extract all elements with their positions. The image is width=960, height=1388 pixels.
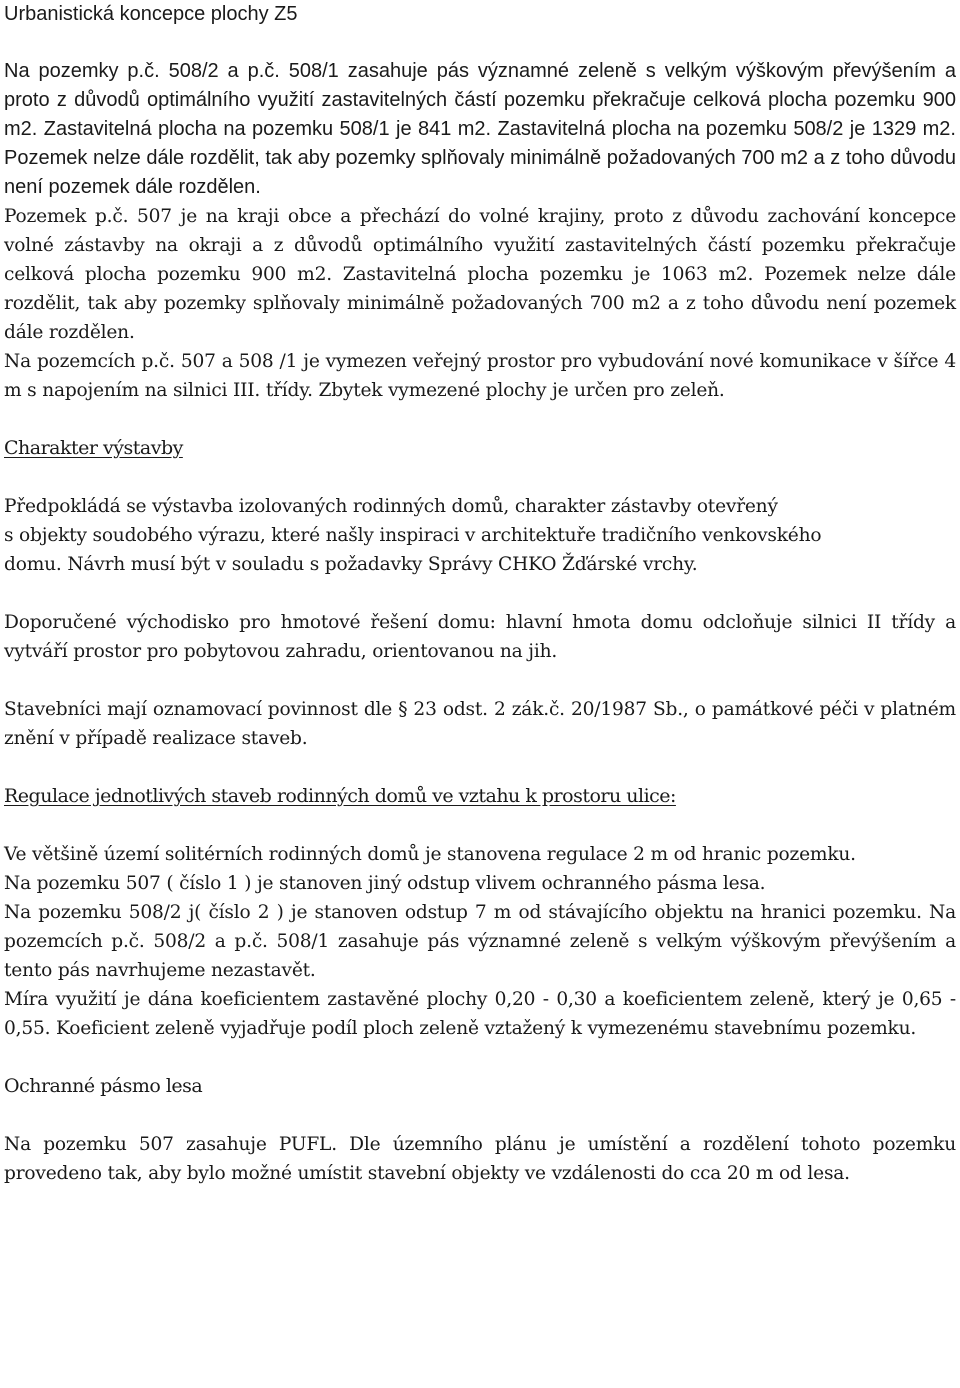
heading-charakter-vystavby: Charakter výstavby: [4, 437, 183, 459]
paragraph-coefficients: Míra využití je dána koeficientem zastavěné plochy 0,20 - 0,30 a koeficientem zeleně, který je 0,65 - 0,55. Koeficient zeleně vyjadřuje podíl ploch zeleně vztažený k vymezenému stavebnímu pozemku.: [4, 989, 956, 1039]
heading-ochranne-pasmo-lesa: Ochranné pásmo lesa: [4, 1075, 203, 1097]
paragraph-forest-zone: Na pozemku 507 zasahuje PUFL. Dle územního plánu je umístění a rozdělení tohoto pozemku provedeno tak, aby bylo možné umístit stavební objekty ve vzdálenosti do cca 20 m od lesa.: [4, 1134, 956, 1184]
spacer: [4, 1101, 956, 1130]
paragraph-plot-507-setback: Na pozemku 507 ( číslo 1 ) je stanoven jiný odstup vlivem ochranného pásma lesa.: [4, 873, 766, 894]
paragraph-plot-507: Pozemek p.č. 507 je na kraji obce a přechází do volné krajiny, proto z důvodu zachování koncepce volné zástavby na okraji a z důvodů optimálního využití zastavitelných částí pozemku překračuje celková plocha pozemku 900 m2. Zastavitelná plocha pozemku je 1063 m2. Pozemek nelze dále rozdělit, tak aby pozemky splňovaly minimálně požadovaných 700 m2 a z toho důvodu není pozemek dále rozdělen.: [4, 206, 956, 343]
heading-regulace: Regulace jednotlivých staveb rodinných domů ve vztahu k prostoru ulice:: [4, 785, 676, 807]
paragraph-building-character-3: domu. Návrh musí být v souladu s požadavky Správy CHKO Žďárské vrchy.: [4, 554, 698, 575]
paragraph-notification-duty: Stavebníci mají oznamovací povinnost dle § 23 odst. 2 zák.č. 20/1987 Sb., o památkové péči v platném znění v případě realizace staveb.: [4, 699, 956, 749]
spacer: [4, 579, 956, 608]
paragraph-plots-508: Na pozemky p.č. 508/2 a p.č. 508/1 zasahuje pás významné zeleně s velkým výškovým převýšením a proto z důvodů optimálního využití zastavitelných částí pozemku překračuje celková plocha pozemku 900 m2. Zastavitelná plocha na pozemku 508/1 je 841 m2. Zastavitelná plocha na pozemku 508/2 je 1329 m2. Pozemek nelze dále rozdělit, tak aby pozemky splňovaly minimálně požadovaných 700 m2 a z toho důvodu není pozemek dále rozdělen.: [4, 60, 956, 198]
spacer: [4, 405, 956, 434]
spacer: [4, 753, 956, 782]
spacer: [4, 1043, 956, 1072]
paragraph-plot-508-2-setback: Na pozemku 508/2 j( číslo 2 ) je stanoven odstup 7 m od stávajícího objektu na hranici pozemku. Na pozemcích p.č. 508/2 a p.č. 508/1 zasahuje pás významné zeleně s velkým výškovým převýšením a tento pás navrhujeme nezastavět.: [4, 902, 956, 981]
document-page: [4, 0, 956, 1188]
document-title: Urbanistická koncepce plochy Z5: [4, 3, 298, 25]
paragraph-building-character-2: s objekty soudobého výrazu, které našly inspiraci v architektuře tradičního venkovského: [4, 525, 822, 546]
spacer: [4, 666, 956, 695]
paragraph-regulation-2m: Ve většině území solitérních rodinných domů je stanovena regulace 2 m od hranic pozemku.: [4, 844, 856, 865]
spacer: [4, 811, 956, 840]
paragraph-public-space: Na pozemcích p.č. 507 a 508 /1 je vymezen veřejný prostor pro vybudování nové komunikace v šířce 4 m s napojením na silnici III. třídy. Zbytek vymezené plochy je určen pro zeleň.: [4, 351, 956, 401]
paragraph-mass-solution: Doporučené východisko pro hmotové řešení domu: hlavní hmota domu odcloňuje silnici II třídy a vytváří prostor pro pobytovou zahradu, orientovanou na jih.: [4, 612, 956, 662]
spacer: [4, 463, 956, 492]
paragraph-building-character-1: Předpokládá se výstavba izolovaných rodinných domů, charakter zástavby otevřený: [4, 496, 778, 517]
spacer: [4, 28, 956, 57]
